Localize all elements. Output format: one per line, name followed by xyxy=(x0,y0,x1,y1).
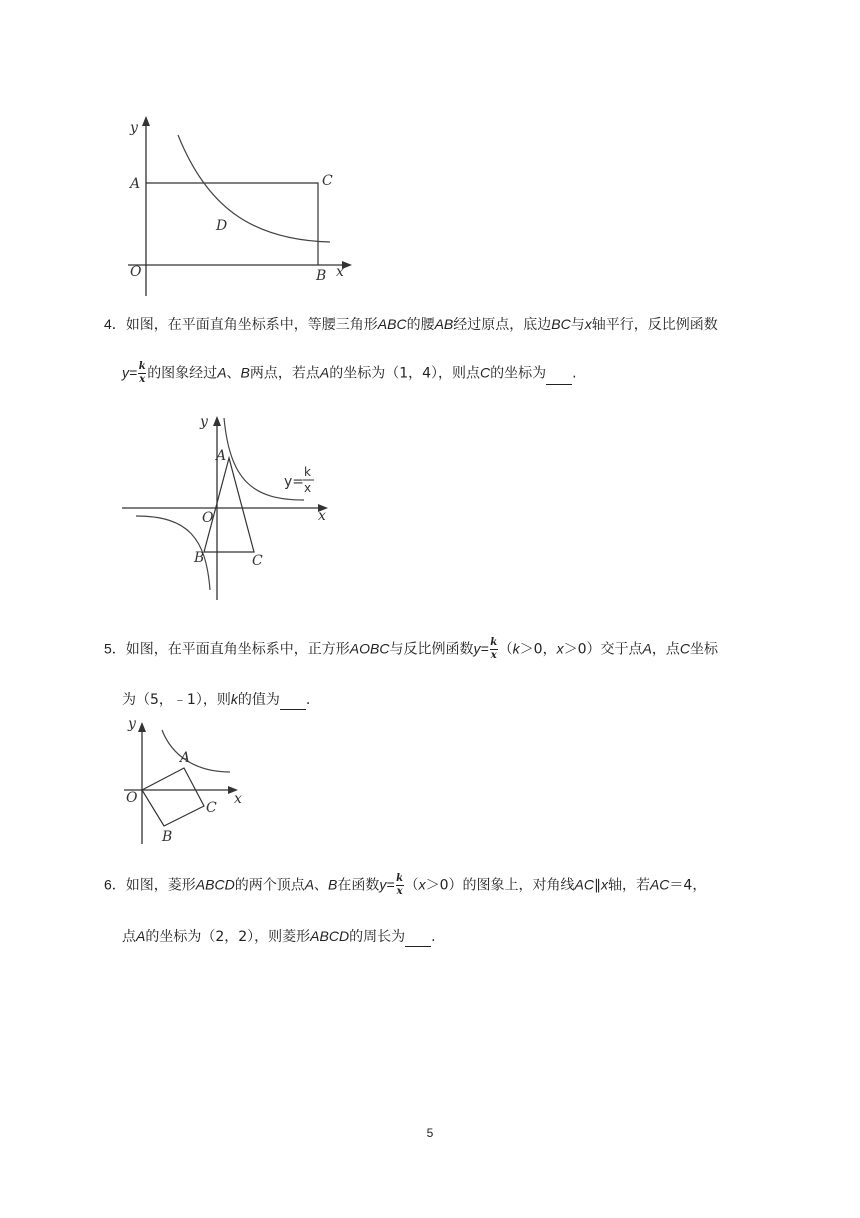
fraction-k-over-x xyxy=(490,638,498,661)
answer-blank xyxy=(280,695,306,710)
text: 的坐标为（1，4），则点 xyxy=(329,365,481,382)
page-number: 5 xyxy=(426,1126,434,1140)
denominator: x xyxy=(396,886,403,897)
numerator: k xyxy=(396,873,404,884)
label-c: C xyxy=(322,173,333,189)
figure-2-diagram xyxy=(118,408,338,603)
point: A xyxy=(642,640,652,657)
rhombus-name: ABCD xyxy=(310,928,350,944)
triangle-name: ABC xyxy=(377,316,407,332)
rectangle xyxy=(146,183,318,265)
label-y: y xyxy=(128,716,136,732)
denominator: x xyxy=(490,650,497,661)
text: 、 xyxy=(314,877,329,894)
question-number: 5． xyxy=(104,640,126,657)
question-number: 4． xyxy=(104,316,126,332)
label-y: y xyxy=(130,120,138,136)
square-name: AOBC xyxy=(349,640,390,657)
text: ＝4， xyxy=(669,877,707,894)
text: 与 xyxy=(570,317,585,333)
question-5-line-1 xyxy=(104,638,718,661)
text: . xyxy=(572,365,577,382)
segment-name: AB xyxy=(434,316,454,332)
function-y: y= xyxy=(379,876,395,893)
square-aobc xyxy=(142,768,204,826)
y-axis-arrow xyxy=(142,116,150,126)
text: 坐标 xyxy=(689,641,718,658)
figure-rectangle-hyperbola xyxy=(110,110,360,300)
question-6-line-2 xyxy=(122,926,436,947)
answer-blank xyxy=(405,932,431,947)
label-o: O xyxy=(202,510,214,526)
function-y: y= xyxy=(122,364,138,381)
answer-blank xyxy=(546,370,572,385)
label-b: B xyxy=(162,829,173,845)
text: 经过原点，底边 xyxy=(453,317,552,333)
text: 的周长为 xyxy=(349,929,406,945)
question-6-line-1 xyxy=(104,874,706,897)
text: ，点 xyxy=(651,641,680,658)
numerator: k xyxy=(490,637,498,648)
text: . xyxy=(431,929,436,945)
y-axis-arrow xyxy=(213,416,221,426)
figure-isosceles-triangle xyxy=(118,408,338,603)
fraction-k-over-x xyxy=(138,362,146,385)
parallel-symbol: ∥ xyxy=(593,877,601,894)
var: x xyxy=(584,316,592,332)
segment-name: AC xyxy=(574,876,594,893)
segment-name: BC xyxy=(551,316,571,332)
text: 如图，菱形 xyxy=(125,877,196,894)
text: 的坐标为 xyxy=(490,365,547,382)
label-d: D xyxy=(216,218,228,234)
label-x: x xyxy=(234,791,242,807)
label-a: A xyxy=(180,750,191,766)
label-a: A xyxy=(130,176,141,192)
numerator: k xyxy=(138,361,146,372)
label-c: C xyxy=(206,800,217,816)
text: （ xyxy=(404,877,419,894)
label-a: A xyxy=(216,448,227,464)
point: A xyxy=(217,364,227,381)
var: k xyxy=(230,691,238,707)
question-4-line-1 xyxy=(104,314,718,335)
hyperbola-curve xyxy=(178,135,330,242)
point: C xyxy=(480,364,491,381)
text: 的两个顶点 xyxy=(234,877,305,894)
hyperbola-curve xyxy=(162,730,230,772)
label-b: B xyxy=(316,268,327,284)
rhombus-name: ABCD xyxy=(195,876,235,893)
question-4-line-2 xyxy=(122,362,577,385)
point: A xyxy=(319,364,330,381)
label-y: y xyxy=(200,414,208,430)
text: ＞0， xyxy=(519,641,557,658)
point: A xyxy=(304,876,315,893)
text: 的图象经过 xyxy=(147,365,218,382)
text: 、 xyxy=(226,365,241,382)
figure-1-diagram xyxy=(110,110,360,300)
label-x: x xyxy=(318,508,326,524)
text: 的腰 xyxy=(406,317,435,333)
text: 如图，在平面直角坐标系中，等腰三角形 xyxy=(125,317,378,333)
text: 点 xyxy=(122,929,136,945)
denominator: x xyxy=(139,374,146,385)
question-number: 6． xyxy=(104,876,126,893)
text: 在函数 xyxy=(337,877,380,894)
text: 的值为 xyxy=(237,692,280,708)
point: B xyxy=(328,876,338,893)
var: x xyxy=(418,876,426,893)
text: 如图，在平面直角坐标系中，正方形 xyxy=(125,641,350,658)
text: 两点，若点 xyxy=(249,365,320,382)
question-5-line-2 xyxy=(122,689,310,710)
label-o: O xyxy=(130,264,142,280)
label-x: x xyxy=(336,264,344,280)
text: （ xyxy=(498,641,513,658)
var: x xyxy=(600,876,608,893)
text: 的坐标为（2，2），则菱形 xyxy=(145,929,311,945)
segment-name: AC xyxy=(649,876,670,893)
var: k xyxy=(512,640,520,657)
text: 轴，若 xyxy=(607,877,650,894)
point: C xyxy=(679,640,690,657)
text: 与反比例函数 xyxy=(389,641,474,658)
text: 轴平行，反比例函数 xyxy=(591,317,718,333)
label-c: C xyxy=(252,553,263,569)
y-axis-arrow xyxy=(138,722,146,732)
function-label-y: y= xyxy=(284,474,305,490)
fraction-k-over-x xyxy=(396,874,404,897)
point: B xyxy=(240,364,250,381)
text: ＞0）的图象上，对角线 xyxy=(425,877,575,894)
function-label-x: x xyxy=(304,481,312,495)
label-b: B xyxy=(194,550,205,566)
function-y: y= xyxy=(473,640,489,657)
function-label-k: k xyxy=(304,465,311,479)
text: . xyxy=(305,692,311,708)
var: x xyxy=(556,640,564,657)
figure-square-aobc xyxy=(118,712,258,847)
text: ＞0）交于点 xyxy=(563,641,643,658)
label-o: O xyxy=(126,790,138,806)
figure-3-diagram xyxy=(118,712,258,847)
text: 为（5，﹣1），则 xyxy=(122,692,231,708)
point: A xyxy=(136,928,146,944)
triangle-abc xyxy=(204,458,254,552)
